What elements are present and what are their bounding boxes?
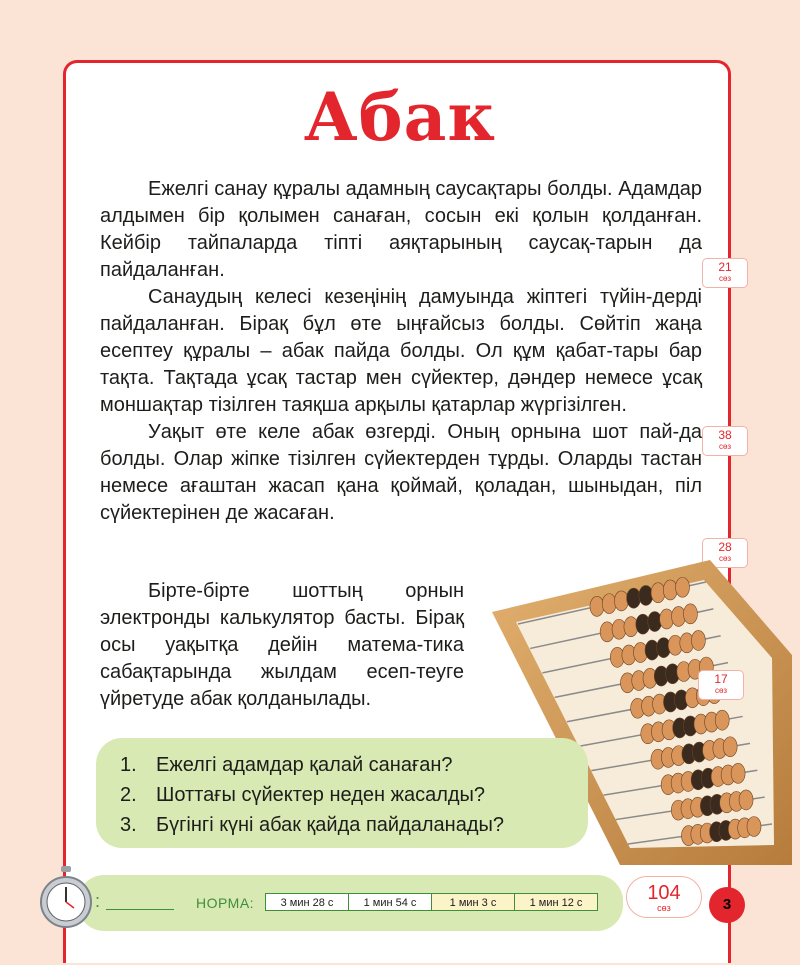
page-title: Абак — [303, 78, 497, 156]
text-block-narrow — [100, 578, 464, 713]
total-word-count: 104 сөз — [626, 876, 702, 918]
word-count-1: 21 сөз — [702, 258, 748, 288]
question-3: 3. Бүгінгі күні абак қайда пайдаланады? — [120, 814, 504, 836]
word-count-4: 17 сөз — [698, 670, 744, 700]
page-number: 3 — [709, 887, 745, 923]
time-colon: : — [95, 891, 101, 911]
word-count-2: 38 сөз — [702, 426, 748, 456]
word-count-3: 28 сөз — [702, 538, 748, 568]
norma-cell: 1 мин 54 с — [348, 893, 432, 911]
norma-cell: 1 мин 3 с — [431, 893, 515, 911]
norma-label: НОРМА: — [196, 895, 255, 911]
stopwatch-icon — [38, 864, 94, 930]
paragraph-3: Уақыт өте келе абак өзгерді. Оның орнына шот пай-да болды. Олар жіпке тізілген сүйектерден тұрды. Оларды тастан немесе ағаштан жасап қана қоймай, қоладан, шыныдан, піл сүйектерінен де жасаған. — [100, 421, 702, 524]
norma-cell: 1 мин 12 с — [514, 893, 598, 911]
norma-table — [266, 893, 598, 911]
time-answer-line[interactable] — [106, 909, 174, 910]
paragraph-2: Санаудың келесі кезеңінің дамуында жіптегі түйін-дерді пайдаланған. Бірақ бұл өте ыңғайсыз болды. Сөйтіп жаңа есептеу құралы – абак пайда болды. Ол құм қабат-тары бар тақта. Тақтада ұсақ тастар мен сүйектер, дәндер немесе ұсақ моншақтар тізілген таяқша арқылы қатарлар жүргізілген. — [100, 286, 702, 416]
questions-panel — [96, 738, 588, 848]
text-block-main — [100, 176, 702, 527]
norma-cell: 3 мин 28 с — [265, 893, 349, 911]
paragraph-4: Бірте-бірте шоттың орнын электронды калькулятор басты. Бірақ осы уақытқа дейін матема-тика сабақтарында жылдам есеп-теуге үйретуде абак қолданылады. — [100, 580, 464, 710]
paragraph-1: Ежелгі санау құралы адамның саусақтары болды. Адамдар алдымен бір қолымен санаған, сосын екі қолын қолданған. Кейбір тайпаларда тіпті аяқтарының саусақ-тарын да пайдаланған. — [100, 178, 702, 281]
question-2: 2. Шоттағы сүйектер неден жасалды? — [120, 784, 486, 806]
question-1: 1. Ежелгі адамдар қалай санаған? — [120, 754, 453, 776]
